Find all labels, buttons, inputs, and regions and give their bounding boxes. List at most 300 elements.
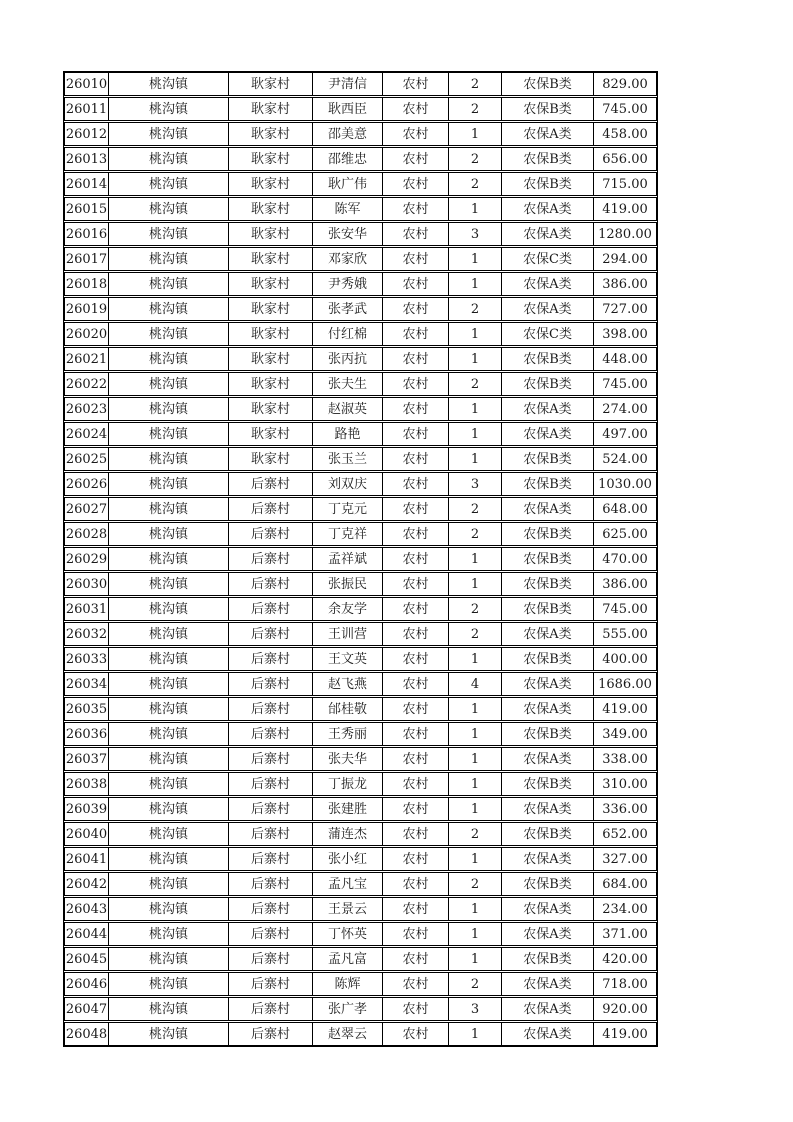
cell-person-count: 2	[449, 498, 502, 520]
cell-town: 桃沟镇	[109, 348, 229, 370]
cell-village: 后寨村	[229, 873, 313, 895]
cell-person-name: 赵淑英	[313, 398, 383, 420]
cell-village: 后寨村	[229, 673, 313, 695]
cell-person-count: 2	[449, 98, 502, 120]
cell-amount: 524.00	[602, 451, 648, 467]
cell-insurance-category: 农保B类	[502, 873, 594, 895]
cell-record-id: 26033	[65, 648, 109, 670]
cell-town: 桃沟镇	[109, 73, 229, 95]
cell-residence-type: 农村	[383, 98, 449, 120]
cell-record-id: 26020	[65, 323, 109, 345]
table-row	[64, 522, 657, 546]
cell-insurance-category: 农保B类	[502, 148, 594, 170]
cell-insurance-category: 农保B类	[502, 773, 594, 795]
cell-insurance-category: 农保A类	[502, 298, 594, 320]
cell-person-name: 孟凡宝	[313, 873, 383, 895]
cell-record-id: 26045	[65, 948, 109, 970]
cell-person-name: 张小红	[313, 848, 383, 870]
cell-person-count: 1	[449, 398, 502, 420]
cell-person-count: 4	[449, 673, 502, 695]
table-row	[64, 822, 657, 846]
cell-person-count: 2	[449, 148, 502, 170]
cell-insurance-category: 农保A类	[502, 973, 594, 995]
cell-person-count: 1	[449, 948, 502, 970]
cell-person-count: 1	[449, 898, 502, 920]
cell-town: 桃沟镇	[109, 398, 229, 420]
cell-record-id: 26015	[65, 198, 109, 220]
cell-village: 耿家村	[229, 173, 313, 195]
cell-insurance-category: 农保A类	[502, 923, 594, 945]
cell-town: 桃沟镇	[109, 223, 229, 245]
cell-town: 桃沟镇	[109, 498, 229, 520]
cell-insurance-category: 农保C类	[502, 323, 594, 345]
cell-residence-type: 农村	[383, 823, 449, 845]
cell-village: 耿家村	[229, 448, 313, 470]
cell-residence-type: 农村	[383, 398, 449, 420]
cell-insurance-category: 农保A类	[502, 673, 594, 695]
cell-village: 耿家村	[229, 398, 313, 420]
cell-person-name: 王文英	[313, 648, 383, 670]
cell-town: 桃沟镇	[109, 373, 229, 395]
cell-insurance-category: 农保B类	[502, 473, 594, 495]
table-row	[64, 972, 657, 996]
table-row	[64, 322, 657, 346]
cell-insurance-category: 农保B类	[502, 823, 594, 845]
cell-person-count: 2	[449, 298, 502, 320]
cell-residence-type: 农村	[383, 748, 449, 770]
cell-record-id: 26044	[65, 923, 109, 945]
cell-residence-type: 农村	[383, 548, 449, 570]
cell-village: 耿家村	[229, 248, 313, 270]
cell-insurance-category: 农保A类	[502, 223, 594, 245]
cell-insurance-category: 农保B类	[502, 523, 594, 545]
cell-person-name: 王训营	[313, 623, 383, 645]
cell-amount: 727.00	[602, 301, 648, 317]
table-row	[64, 472, 657, 496]
cell-record-id: 26016	[65, 223, 109, 245]
cell-town: 桃沟镇	[109, 548, 229, 570]
cell-record-id: 26029	[65, 548, 109, 570]
table-row	[64, 397, 657, 421]
cell-town: 桃沟镇	[109, 423, 229, 445]
cell-village: 后寨村	[229, 973, 313, 995]
cell-insurance-category: 农保B类	[502, 73, 594, 95]
cell-residence-type: 农村	[383, 448, 449, 470]
cell-town: 桃沟镇	[109, 448, 229, 470]
cell-insurance-category: 农保A类	[502, 748, 594, 770]
cell-village: 耿家村	[229, 198, 313, 220]
cell-record-id: 26011	[65, 98, 109, 120]
cell-person-name: 耿西臣	[313, 98, 383, 120]
cell-person-name: 丁克元	[313, 498, 383, 520]
cell-person-count: 2	[449, 598, 502, 620]
cell-insurance-category: 农保A类	[502, 698, 594, 720]
cell-person-count: 2	[449, 73, 502, 95]
cell-insurance-category: 农保A类	[502, 123, 594, 145]
cell-town: 桃沟镇	[109, 848, 229, 870]
cell-residence-type: 农村	[383, 473, 449, 495]
cell-person-count: 1	[449, 448, 502, 470]
cell-person-name: 耿广伟	[313, 173, 383, 195]
cell-insurance-category: 农保B类	[502, 548, 594, 570]
cell-record-id: 26012	[65, 123, 109, 145]
cell-town: 桃沟镇	[109, 98, 229, 120]
cell-insurance-category: 农保A类	[502, 423, 594, 445]
cell-person-count: 1	[449, 248, 502, 270]
cell-person-name: 张建胜	[313, 798, 383, 820]
cell-town: 桃沟镇	[109, 923, 229, 945]
cell-insurance-category: 农保A类	[502, 798, 594, 820]
cell-amount: 234.00	[602, 901, 648, 917]
cell-amount: 294.00	[602, 251, 648, 267]
cell-town: 桃沟镇	[109, 173, 229, 195]
cell-town: 桃沟镇	[109, 673, 229, 695]
cell-town: 桃沟镇	[109, 298, 229, 320]
cell-residence-type: 农村	[383, 173, 449, 195]
cell-amount: 656.00	[602, 151, 648, 167]
cell-residence-type: 农村	[383, 423, 449, 445]
cell-residence-type: 农村	[383, 973, 449, 995]
cell-person-count: 3	[449, 473, 502, 495]
cell-village: 耿家村	[229, 423, 313, 445]
cell-person-count: 2	[449, 523, 502, 545]
cell-record-id: 26024	[65, 423, 109, 445]
table-row	[64, 922, 657, 946]
cell-person-name: 张安华	[313, 223, 383, 245]
cell-insurance-category: 农保A类	[502, 848, 594, 870]
cell-insurance-category: 农保C类	[502, 248, 594, 270]
cell-village: 后寨村	[229, 773, 313, 795]
cell-insurance-category: 农保B类	[502, 173, 594, 195]
cell-insurance-category: 农保A类	[502, 198, 594, 220]
cell-person-count: 2	[449, 823, 502, 845]
cell-person-count: 1	[449, 698, 502, 720]
cell-record-id: 26047	[65, 998, 109, 1020]
cell-record-id: 26026	[65, 473, 109, 495]
table-row	[64, 997, 657, 1021]
cell-person-count: 1	[449, 123, 502, 145]
cell-residence-type: 农村	[383, 523, 449, 545]
table-row	[64, 197, 657, 221]
cell-amount: 745.00	[602, 376, 648, 392]
cell-town: 桃沟镇	[109, 248, 229, 270]
cell-village: 后寨村	[229, 473, 313, 495]
cell-town: 桃沟镇	[109, 973, 229, 995]
cell-residence-type: 农村	[383, 948, 449, 970]
cell-amount: 684.00	[602, 876, 648, 892]
cell-insurance-category: 农保B类	[502, 648, 594, 670]
cell-amount: 920.00	[602, 1001, 648, 1017]
cell-residence-type: 农村	[383, 723, 449, 745]
cell-person-count: 1	[449, 348, 502, 370]
cell-record-id: 26019	[65, 298, 109, 320]
cell-town: 桃沟镇	[109, 623, 229, 645]
cell-record-id: 26042	[65, 873, 109, 895]
cell-village: 后寨村	[229, 923, 313, 945]
cell-insurance-category: 农保A类	[502, 998, 594, 1020]
cell-amount: 1686.00	[598, 676, 652, 692]
table-row	[64, 147, 657, 171]
cell-person-count: 1	[449, 923, 502, 945]
cell-person-count: 1	[449, 798, 502, 820]
table-row	[64, 372, 657, 396]
benefits-table	[63, 71, 658, 1047]
cell-insurance-category: 农保B类	[502, 448, 594, 470]
cell-person-count: 1	[449, 323, 502, 345]
cell-amount: 420.00	[602, 951, 648, 967]
cell-town: 桃沟镇	[109, 948, 229, 970]
cell-amount: 398.00	[602, 326, 648, 342]
table-row	[64, 122, 657, 146]
cell-village: 耿家村	[229, 123, 313, 145]
cell-residence-type: 农村	[383, 598, 449, 620]
cell-record-id: 26046	[65, 973, 109, 995]
table-row	[64, 172, 657, 196]
cell-person-count: 2	[449, 623, 502, 645]
cell-village: 后寨村	[229, 698, 313, 720]
cell-town: 桃沟镇	[109, 748, 229, 770]
table-row	[64, 872, 657, 896]
table-row	[64, 297, 657, 321]
cell-record-id: 26034	[65, 673, 109, 695]
cell-person-name: 余友学	[313, 598, 383, 620]
cell-residence-type: 农村	[383, 373, 449, 395]
cell-town: 桃沟镇	[109, 523, 229, 545]
table-row	[64, 347, 657, 371]
cell-residence-type: 农村	[383, 923, 449, 945]
cell-amount: 310.00	[602, 776, 648, 792]
cell-insurance-category: 农保A类	[502, 498, 594, 520]
cell-residence-type: 农村	[383, 123, 449, 145]
cell-record-id: 26025	[65, 448, 109, 470]
cell-town: 桃沟镇	[109, 198, 229, 220]
cell-amount: 648.00	[602, 501, 648, 517]
cell-person-name: 丁振龙	[313, 773, 383, 795]
cell-person-name: 尹秀娥	[313, 273, 383, 295]
cell-town: 桃沟镇	[109, 773, 229, 795]
cell-village: 后寨村	[229, 548, 313, 570]
cell-village: 耿家村	[229, 273, 313, 295]
cell-person-name: 孟祥斌	[313, 548, 383, 570]
cell-amount: 371.00	[602, 926, 648, 942]
cell-person-name: 刘双庆	[313, 473, 383, 495]
cell-residence-type: 农村	[383, 773, 449, 795]
cell-person-name: 路艳	[313, 423, 383, 445]
cell-person-name: 邵维忠	[313, 148, 383, 170]
cell-person-name: 张孝武	[313, 298, 383, 320]
cell-amount: 419.00	[602, 701, 648, 717]
cell-person-count: 2	[449, 873, 502, 895]
cell-village: 耿家村	[229, 148, 313, 170]
cell-village: 耿家村	[229, 323, 313, 345]
cell-amount: 419.00	[602, 201, 648, 217]
cell-town: 桃沟镇	[109, 898, 229, 920]
cell-residence-type: 农村	[383, 998, 449, 1020]
cell-amount: 555.00	[602, 626, 648, 642]
cell-person-name: 赵翠云	[313, 1023, 383, 1045]
table-row	[64, 447, 657, 471]
cell-amount: 829.00	[602, 76, 648, 92]
cell-amount: 470.00	[602, 551, 648, 567]
cell-person-count: 2	[449, 973, 502, 995]
cell-insurance-category: 农保B类	[502, 98, 594, 120]
cell-amount: 274.00	[602, 401, 648, 417]
cell-town: 桃沟镇	[109, 823, 229, 845]
cell-town: 桃沟镇	[109, 573, 229, 595]
cell-record-id: 26040	[65, 823, 109, 845]
cell-residence-type: 农村	[383, 323, 449, 345]
cell-residence-type: 农村	[383, 873, 449, 895]
cell-amount: 386.00	[602, 276, 648, 292]
cell-town: 桃沟镇	[109, 1023, 229, 1045]
table-row	[64, 72, 657, 96]
cell-person-count: 1	[449, 773, 502, 795]
cell-village: 后寨村	[229, 998, 313, 1020]
table-row	[64, 97, 657, 121]
cell-record-id: 26030	[65, 573, 109, 595]
table-row	[64, 947, 657, 971]
cell-person-count: 1	[449, 198, 502, 220]
cell-residence-type: 农村	[383, 348, 449, 370]
cell-amount: 448.00	[602, 351, 648, 367]
cell-record-id: 26043	[65, 898, 109, 920]
table-row	[64, 272, 657, 296]
cell-residence-type: 农村	[383, 573, 449, 595]
cell-record-id: 26021	[65, 348, 109, 370]
table-row	[64, 897, 657, 921]
cell-village: 耿家村	[229, 298, 313, 320]
cell-insurance-category: 农保B类	[502, 373, 594, 395]
cell-person-name: 尹清信	[313, 73, 383, 95]
cell-amount: 1280.00	[598, 226, 652, 242]
cell-village: 后寨村	[229, 573, 313, 595]
cell-village: 耿家村	[229, 348, 313, 370]
cell-record-id: 26037	[65, 748, 109, 770]
cell-residence-type: 农村	[383, 223, 449, 245]
cell-person-name: 张丙抗	[313, 348, 383, 370]
cell-village: 后寨村	[229, 798, 313, 820]
table-row	[64, 497, 657, 521]
cell-person-name: 张玉兰	[313, 448, 383, 470]
cell-person-name: 丁怀英	[313, 923, 383, 945]
cell-person-name: 陈辉	[313, 973, 383, 995]
cell-amount: 336.00	[602, 801, 648, 817]
cell-town: 桃沟镇	[109, 648, 229, 670]
cell-record-id: 26039	[65, 798, 109, 820]
cell-village: 耿家村	[229, 373, 313, 395]
table-row	[64, 547, 657, 571]
table-row	[64, 772, 657, 796]
cell-insurance-category: 农保A类	[502, 623, 594, 645]
cell-person-name: 邓家欣	[313, 248, 383, 270]
cell-residence-type: 农村	[383, 498, 449, 520]
cell-village: 后寨村	[229, 748, 313, 770]
cell-town: 桃沟镇	[109, 698, 229, 720]
cell-person-name: 张广孝	[313, 998, 383, 1020]
cell-amount: 745.00	[602, 101, 648, 117]
cell-amount: 1030.00	[598, 476, 652, 492]
cell-insurance-category: 农保B类	[502, 598, 594, 620]
cell-residence-type: 农村	[383, 898, 449, 920]
cell-person-name: 陈军	[313, 198, 383, 220]
cell-record-id: 26031	[65, 598, 109, 620]
table-row	[64, 697, 657, 721]
cell-amount: 349.00	[602, 726, 648, 742]
cell-residence-type: 农村	[383, 298, 449, 320]
cell-insurance-category: 农保B类	[502, 573, 594, 595]
cell-village: 后寨村	[229, 623, 313, 645]
cell-record-id: 26035	[65, 698, 109, 720]
table-row	[64, 1022, 657, 1046]
cell-record-id: 26032	[65, 623, 109, 645]
cell-amount: 745.00	[602, 601, 648, 617]
cell-amount: 652.00	[602, 826, 648, 842]
cell-record-id: 26010	[65, 73, 109, 95]
table-row	[64, 747, 657, 771]
cell-village: 后寨村	[229, 848, 313, 870]
cell-person-count: 3	[449, 223, 502, 245]
cell-insurance-category: 农保B类	[502, 948, 594, 970]
cell-town: 桃沟镇	[109, 873, 229, 895]
cell-record-id: 26041	[65, 848, 109, 870]
cell-village: 后寨村	[229, 523, 313, 545]
cell-record-id: 26028	[65, 523, 109, 545]
cell-residence-type: 农村	[383, 698, 449, 720]
cell-amount: 497.00	[602, 426, 648, 442]
table-row	[64, 622, 657, 646]
cell-person-count: 1	[449, 573, 502, 595]
cell-village: 后寨村	[229, 823, 313, 845]
cell-person-name: 蒲连杰	[313, 823, 383, 845]
cell-residence-type: 农村	[383, 1023, 449, 1045]
cell-village: 后寨村	[229, 723, 313, 745]
cell-town: 桃沟镇	[109, 323, 229, 345]
cell-amount: 718.00	[602, 976, 648, 992]
cell-amount: 715.00	[602, 176, 648, 192]
cell-record-id: 26036	[65, 723, 109, 745]
cell-residence-type: 农村	[383, 198, 449, 220]
table-row	[64, 572, 657, 596]
cell-amount: 327.00	[602, 851, 648, 867]
cell-residence-type: 农村	[383, 148, 449, 170]
cell-residence-type: 农村	[383, 273, 449, 295]
cell-person-count: 1	[449, 648, 502, 670]
cell-amount: 386.00	[602, 576, 648, 592]
cell-person-name: 张夫华	[313, 748, 383, 770]
cell-record-id: 26038	[65, 773, 109, 795]
cell-residence-type: 农村	[383, 848, 449, 870]
cell-amount: 625.00	[602, 526, 648, 542]
cell-residence-type: 农村	[383, 73, 449, 95]
cell-insurance-category: 农保B类	[502, 723, 594, 745]
cell-person-name: 邵美意	[313, 123, 383, 145]
cell-person-name: 邰桂敬	[313, 698, 383, 720]
cell-amount: 338.00	[602, 751, 648, 767]
cell-amount: 419.00	[602, 1026, 648, 1042]
cell-village: 后寨村	[229, 898, 313, 920]
cell-person-name: 王景云	[313, 898, 383, 920]
cell-record-id: 26027	[65, 498, 109, 520]
cell-person-count: 1	[449, 848, 502, 870]
cell-town: 桃沟镇	[109, 273, 229, 295]
table-row	[64, 672, 657, 696]
cell-amount: 458.00	[602, 126, 648, 142]
cell-village: 后寨村	[229, 498, 313, 520]
cell-person-count: 3	[449, 998, 502, 1020]
cell-insurance-category: 农保A类	[502, 898, 594, 920]
cell-amount: 400.00	[602, 651, 648, 667]
cell-person-count: 1	[449, 423, 502, 445]
